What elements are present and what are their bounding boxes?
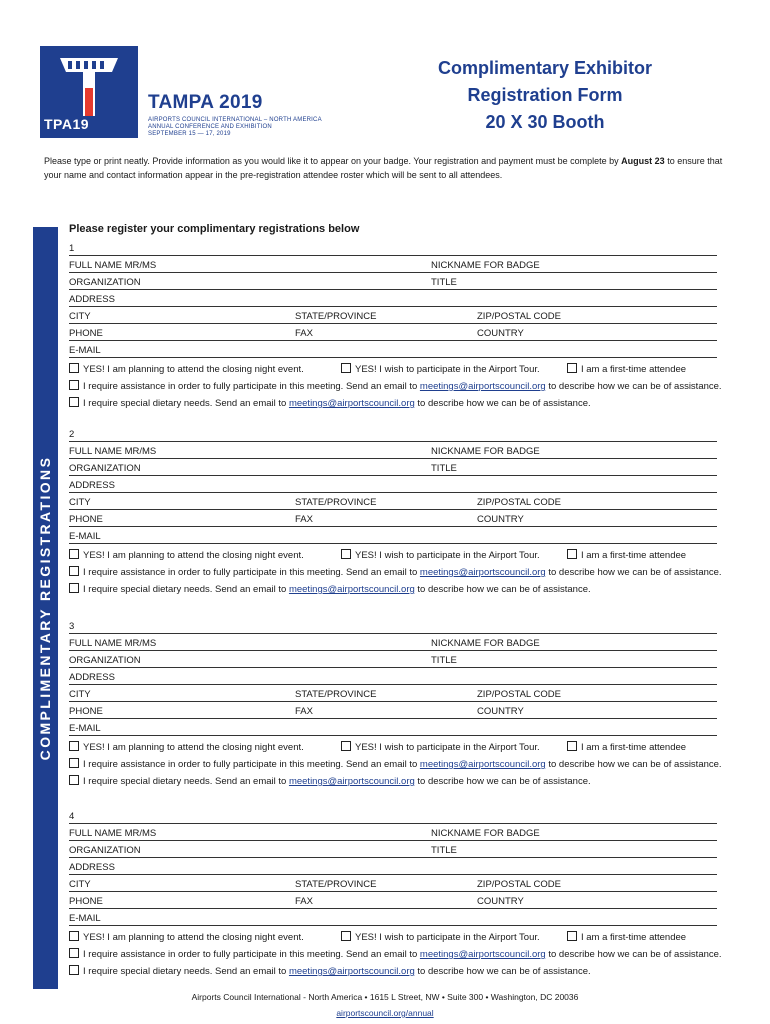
full-name-line[interactable]: FULL NAME MR/MS NICKNAME FOR BADGE	[69, 441, 717, 459]
registration-number-line[interactable]	[69, 616, 717, 634]
dietary-option[interactable]: I require special dietary needs. Send an email to meetings@airportscouncil.org to describe how we can be of assistance.	[69, 775, 591, 787]
closing-night-option[interactable]: YES! I am planning to attend the closing night event.	[69, 549, 304, 561]
email-line[interactable]: E-MAIL	[69, 908, 717, 926]
phone-line[interactable]: PHONE FAX COUNTRY	[69, 323, 717, 341]
closing-night-option[interactable]: YES! I am planning to attend the closing night event.	[69, 931, 304, 943]
phone-line[interactable]: PHONE FAX COUNTRY	[69, 701, 717, 719]
logo-title: TAMPA 2019	[148, 92, 263, 113]
logo-code: TPA19	[44, 116, 90, 132]
registration-number: 2	[69, 429, 75, 440]
logo-subtitle: AIRPORTS COUNCIL INTERNATIONAL – NORTH AMERICA ANNUAL CONFERENCE AND EXHIBITION SEPTEMBER 15 — 17, 2019	[148, 117, 322, 137]
instructions: Please type or print neatly. Provide information as you would like it to appear on your badge. Your registration and payment must be complete by August 23 to ensure that your name and contact information appear in the pre-registration attendee roster which will be sent to all attendees.	[44, 156, 723, 180]
registration-block	[69, 238, 722, 428]
city-line[interactable]: CITY STATE/PROVINCE ZIP/POSTAL CODE	[69, 306, 717, 324]
assistance-option[interactable]: I require assistance in order to fully participate in this meeting. Send an email to meetings@airportscouncil.org to describe how we can be of assistance.	[69, 566, 722, 578]
email-link[interactable]: meetings@airportscouncil.org	[419, 759, 546, 770]
organization-line[interactable]: ORGANIZATION TITLE	[69, 272, 717, 290]
organization-line[interactable]: ORGANIZATION TITLE	[69, 650, 717, 668]
email-line[interactable]: E-MAIL	[69, 526, 717, 544]
organization-line[interactable]: ORGANIZATION TITLE	[69, 458, 717, 476]
registration-number-line[interactable]	[69, 238, 717, 256]
checkbox[interactable]	[69, 931, 79, 941]
checkbox[interactable]	[69, 549, 79, 559]
dietary-option[interactable]: I require special dietary needs. Send an email to meetings@airportscouncil.org to describe how we can be of assistance.	[69, 965, 591, 977]
registration-number-line[interactable]	[69, 424, 717, 442]
email-link[interactable]: meetings@airportscouncil.org	[419, 381, 546, 392]
airport-tour-option[interactable]: YES! I wish to participate in the Airport Tour.	[341, 363, 540, 375]
email-line[interactable]: E-MAIL	[69, 718, 717, 736]
full-name-line[interactable]: FULL NAME MR/MS NICKNAME FOR BADGE	[69, 255, 717, 273]
email-line[interactable]: E-MAIL	[69, 340, 717, 358]
logo-badge	[40, 46, 138, 138]
checkbox[interactable]	[69, 397, 79, 407]
organization-line[interactable]: ORGANIZATION TITLE	[69, 840, 717, 858]
assistance-option[interactable]: I require assistance in order to fully participate in this meeting. Send an email to meetings@airportscouncil.org to describe how we can be of assistance.	[69, 948, 722, 960]
footer-link[interactable]: airportscouncil.org/annual	[336, 1008, 434, 1018]
email-link[interactable]: meetings@airportscouncil.org	[419, 949, 546, 960]
address-line[interactable]: ADDRESS	[69, 475, 717, 493]
city-line[interactable]: CITY STATE/PROVINCE ZIP/POSTAL CODE	[69, 684, 717, 702]
registration-number-line[interactable]	[69, 806, 717, 824]
first-time-option[interactable]: I am a first-time attendee	[567, 931, 686, 943]
footer-address: Airports Council International - North America • 1615 L Street, NW • Suite 300 • Washington, DC 20036	[191, 992, 579, 1002]
city-line[interactable]: CITY STATE/PROVINCE ZIP/POSTAL CODE	[69, 874, 717, 892]
phone-line[interactable]: PHONE FAX COUNTRY	[69, 509, 717, 527]
control-tower-icon	[54, 52, 124, 116]
checkbox[interactable]	[341, 741, 351, 751]
dietary-option[interactable]: I require special dietary needs. Send an email to meetings@airportscouncil.org to describe how we can be of assistance.	[69, 583, 591, 595]
side-banner-label: COMPLIMENTARY REGISTRATIONS	[37, 455, 53, 761]
closing-night-option[interactable]: YES! I am planning to attend the closing night event.	[69, 363, 304, 375]
address-line[interactable]: ADDRESS	[69, 857, 717, 875]
dietary-option[interactable]: I require special dietary needs. Send an email to meetings@airportscouncil.org to describe how we can be of assistance.	[69, 397, 591, 409]
form-title: Complimentary Exhibitor Registration Form 20 X 30 Booth	[437, 58, 653, 132]
email-link[interactable]: meetings@airportscouncil.org	[419, 567, 546, 578]
checkbox[interactable]	[341, 363, 351, 373]
registration-block	[69, 424, 722, 614]
checkbox[interactable]	[69, 965, 79, 975]
registration-block	[69, 616, 722, 806]
email-link[interactable]: meetings@airportscouncil.org	[288, 398, 415, 409]
checkbox[interactable]	[69, 741, 79, 751]
first-time-option[interactable]: I am a first-time attendee	[567, 549, 686, 561]
email-link[interactable]: meetings@airportscouncil.org	[288, 584, 415, 595]
full-name-line[interactable]: FULL NAME MR/MS NICKNAME FOR BADGE	[69, 823, 717, 841]
full-name-line[interactable]: FULL NAME MR/MS NICKNAME FOR BADGE	[69, 633, 717, 651]
checkbox[interactable]	[567, 931, 577, 941]
first-time-option[interactable]: I am a first-time attendee	[567, 741, 686, 753]
registration-number: 4	[69, 811, 75, 822]
checkbox[interactable]	[341, 931, 351, 941]
assistance-option[interactable]: I require assistance in order to fully participate in this meeting. Send an email to meetings@airportscouncil.org to describe how we can be of assistance.	[69, 758, 722, 770]
checkbox[interactable]	[69, 948, 79, 958]
closing-night-option[interactable]: YES! I am planning to attend the closing night event.	[69, 741, 304, 753]
email-link[interactable]: meetings@airportscouncil.org	[288, 776, 415, 787]
address-line[interactable]: ADDRESS	[69, 289, 717, 307]
registration-block	[69, 806, 722, 996]
checkbox[interactable]	[341, 549, 351, 559]
checkbox[interactable]	[567, 363, 577, 373]
checkbox[interactable]	[567, 741, 577, 751]
city-line[interactable]: CITY STATE/PROVINCE ZIP/POSTAL CODE	[69, 492, 717, 510]
checkbox[interactable]	[69, 566, 79, 576]
registration-number: 1	[69, 243, 75, 254]
airport-tour-option[interactable]: YES! I wish to participate in the Airport Tour.	[341, 931, 540, 943]
checkbox[interactable]	[69, 380, 79, 390]
email-link[interactable]: meetings@airportscouncil.org	[288, 966, 415, 977]
checkbox[interactable]	[567, 549, 577, 559]
checkbox[interactable]	[69, 758, 79, 768]
address-line[interactable]: ADDRESS	[69, 667, 717, 685]
checkbox[interactable]	[69, 775, 79, 785]
first-time-option[interactable]: I am a first-time attendee	[567, 363, 686, 375]
registration-number: 3	[69, 621, 75, 632]
phone-line[interactable]: PHONE FAX COUNTRY	[69, 891, 717, 909]
checkbox[interactable]	[69, 363, 79, 373]
conference-logo	[40, 46, 340, 138]
checkbox[interactable]	[69, 583, 79, 593]
airport-tour-option[interactable]: YES! I wish to participate in the Airport Tour.	[341, 549, 540, 561]
airport-tour-option[interactable]: YES! I wish to participate in the Airport Tour.	[341, 741, 540, 753]
assistance-option[interactable]: I require assistance in order to fully participate in this meeting. Send an email to meetings@airportscouncil.org to describe how we can be of assistance.	[69, 380, 722, 392]
register-heading: Please register your complimentary registrations below	[69, 223, 360, 235]
